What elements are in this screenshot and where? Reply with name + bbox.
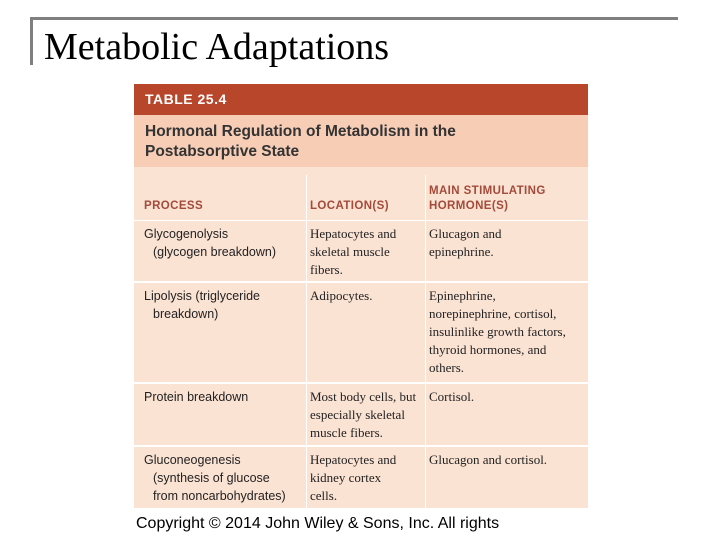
column-divider xyxy=(306,221,307,281)
cell-line: Glucagon and cortisol. xyxy=(429,452,548,467)
cell-process xyxy=(144,287,309,323)
cell-line: Hepatocytes and xyxy=(310,452,397,467)
column-divider xyxy=(425,283,426,382)
cell-line: (glycogen breakdown) xyxy=(153,245,276,259)
cell-location xyxy=(310,451,428,505)
header-hormone-line: HORMONE(S) xyxy=(429,200,509,212)
cell-line: especially skeletal xyxy=(310,407,405,422)
cell-line: (synthesis of glucose xyxy=(153,471,270,485)
cell-line: epinephrine. xyxy=(429,244,494,259)
cell-line: Most body cells, but xyxy=(310,389,417,404)
cell-line: breakdown) xyxy=(153,307,219,321)
cell-line: norepinephrine, cortisol, xyxy=(429,306,557,321)
cell-line: Cortisol. xyxy=(429,389,475,404)
cell-hormone xyxy=(429,388,584,406)
cell-location xyxy=(310,287,428,305)
cell-location xyxy=(310,225,428,279)
table-caption-line: Postabsorptive State xyxy=(145,143,300,160)
cell-line: others. xyxy=(429,360,465,375)
cell-hormone xyxy=(429,451,584,469)
title-frame-left-line xyxy=(30,17,33,65)
table-row-glycogenolysis xyxy=(134,221,588,283)
hormonal-regulation-table xyxy=(134,84,588,508)
header-hormone xyxy=(429,184,546,214)
header-location: LOCATION(S) xyxy=(310,200,389,212)
copyright-notice: Copyright © 2014 John Wiley & Sons, Inc. All rights xyxy=(136,515,500,532)
column-divider xyxy=(306,447,307,508)
column-divider xyxy=(306,283,307,382)
column-divider xyxy=(425,447,426,508)
title-frame-top-line xyxy=(30,17,678,20)
table-row-protein-breakdown xyxy=(134,384,588,447)
cell-line: Glucagon and xyxy=(429,226,502,241)
table-number: TABLE 25.4 xyxy=(134,84,588,115)
cell-line: muscle fibers. xyxy=(310,425,383,440)
cell-line: Epinephrine, xyxy=(429,288,496,303)
cell-line: Gluconeogenesis xyxy=(144,453,241,467)
column-divider xyxy=(425,175,426,220)
table-row-lipolysis xyxy=(134,283,588,384)
column-divider xyxy=(306,384,307,445)
cell-line: Glycogenolysis xyxy=(144,227,229,241)
cell-location xyxy=(310,388,428,442)
cell-line: thyroid hormones, and xyxy=(429,342,547,357)
cell-line: Protein breakdown xyxy=(144,390,249,404)
cell-line: Hepatocytes and xyxy=(310,226,397,241)
table-header-row xyxy=(134,175,588,221)
cell-process xyxy=(144,225,309,261)
cell-line: from noncarbohydrates) xyxy=(153,489,286,503)
cell-line: Adipocytes. xyxy=(310,288,373,303)
column-divider xyxy=(425,384,426,445)
cell-line: insulinlike growth factors, xyxy=(429,324,566,339)
header-hormone-line: MAIN STIMULATING xyxy=(429,185,546,197)
header-process: PROCESS xyxy=(144,200,204,212)
cell-line: cells. xyxy=(310,488,338,503)
cell-hormone xyxy=(429,287,584,377)
slide-title: Metabolic Adaptations xyxy=(44,26,390,68)
cell-process xyxy=(144,388,309,406)
column-divider xyxy=(425,221,426,281)
cell-line: skeletal muscle xyxy=(310,244,390,259)
cell-line: kidney cortex xyxy=(310,470,382,485)
table-caption xyxy=(134,115,588,167)
column-divider xyxy=(306,175,307,220)
cell-line: Lipolysis (triglyceride xyxy=(144,289,261,303)
cell-process xyxy=(144,451,309,505)
cell-hormone xyxy=(429,225,584,261)
cell-line: fibers. xyxy=(310,262,343,277)
table-row-gluconeogenesis xyxy=(134,447,588,508)
table-caption-line: Hormonal Regulation of Metabolism in the xyxy=(145,123,456,140)
